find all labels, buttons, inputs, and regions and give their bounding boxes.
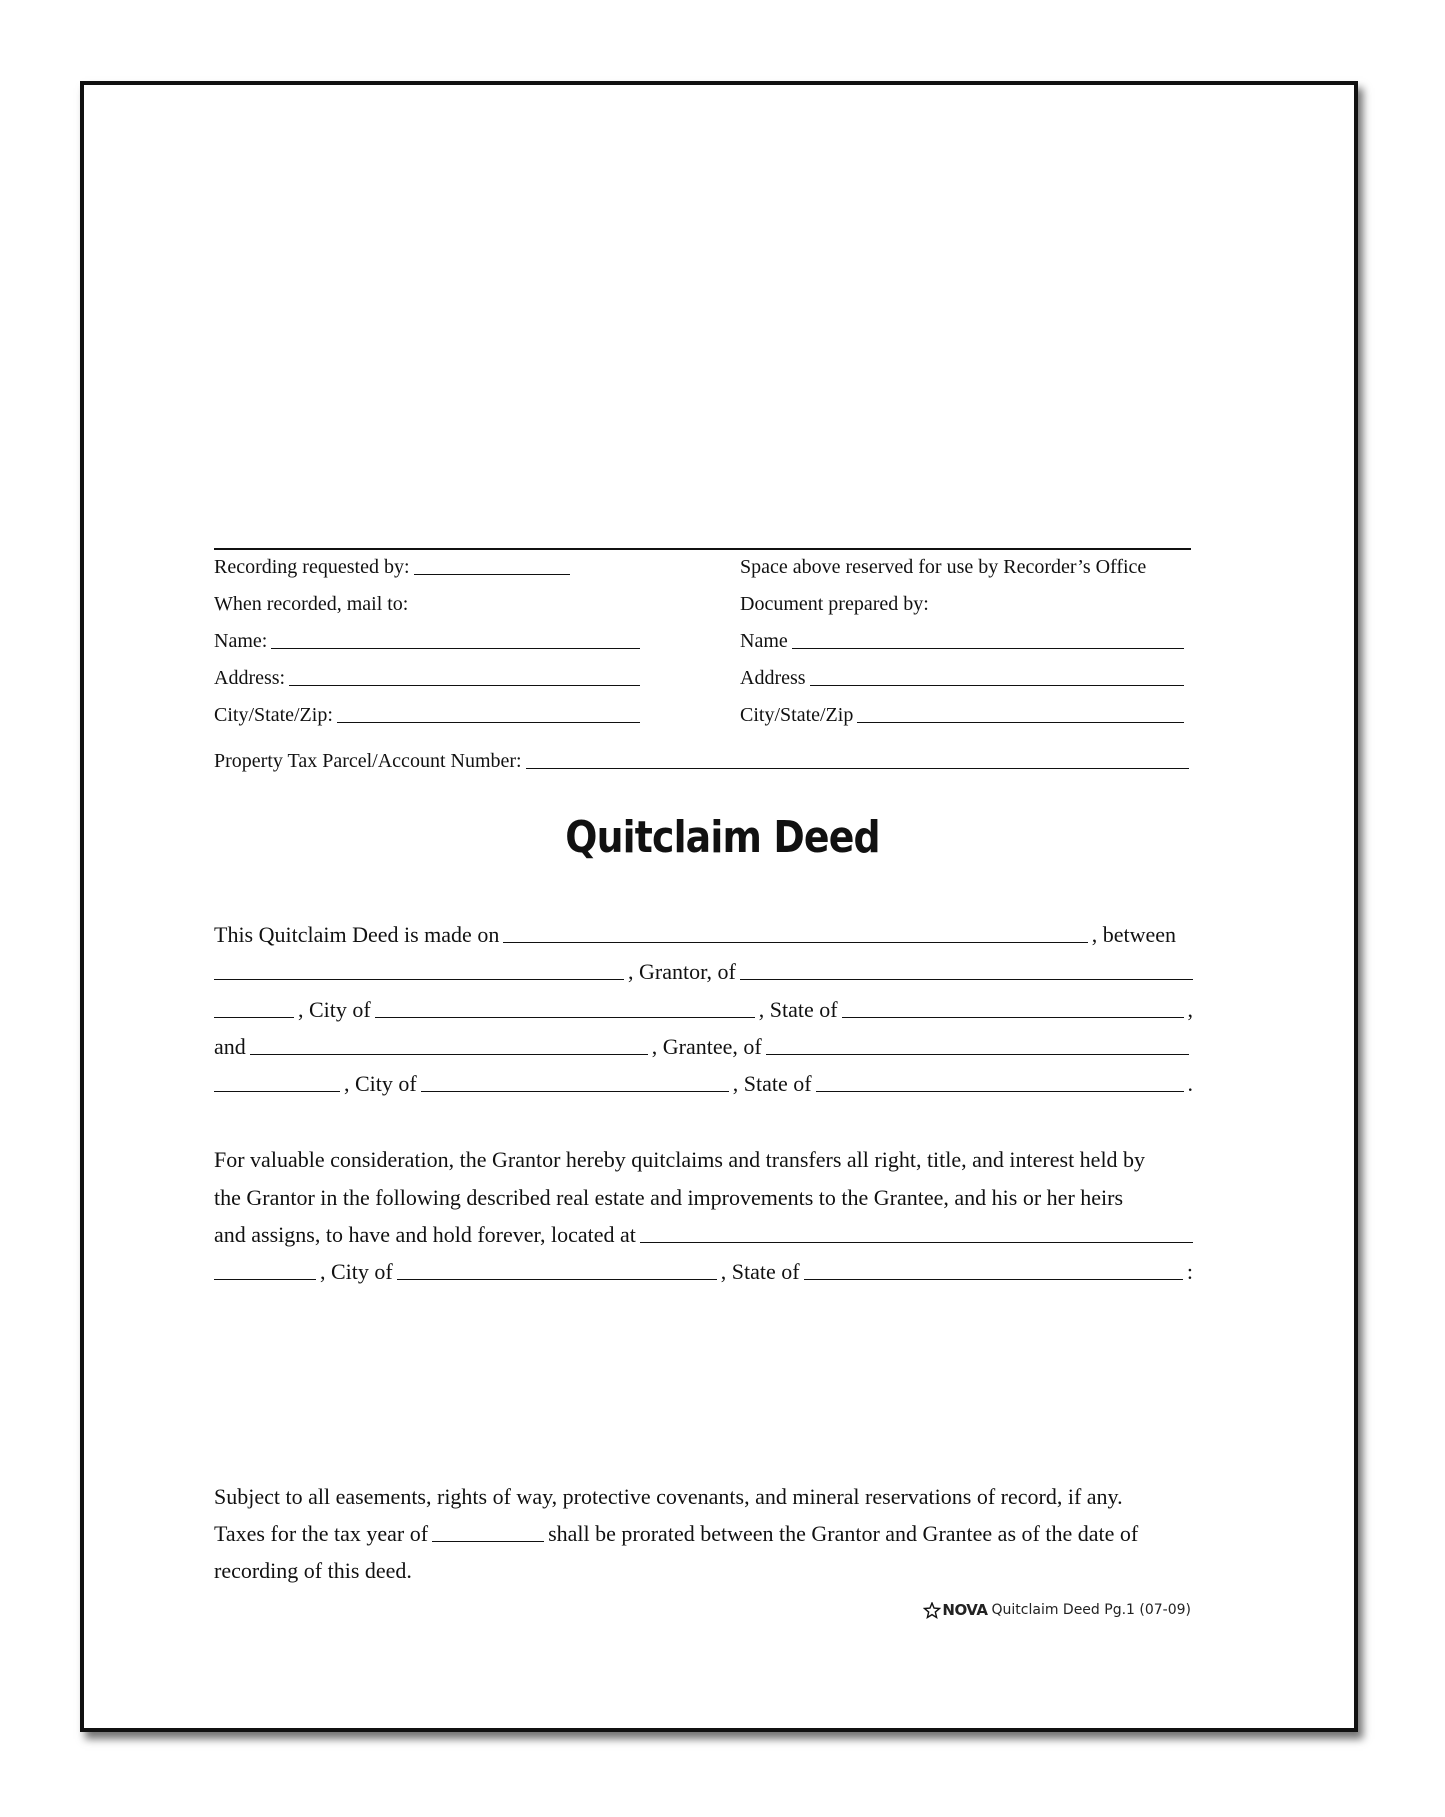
prepared-address-label: Address: [740, 667, 806, 689]
grantor-city-field[interactable]: [375, 1016, 755, 1018]
conveyance-line-1: [214, 1147, 1204, 1173]
prepared-by-row: [740, 591, 1200, 617]
grantee-name-field[interactable]: [250, 1053, 648, 1055]
taxes-row: [214, 1521, 1204, 1547]
space-reserved-note: Space above reserved for use by Recorder’s Office: [740, 556, 1147, 578]
grantor-address-cont-field[interactable]: [214, 1016, 294, 1018]
property-state-field[interactable]: [804, 1278, 1183, 1280]
and-label: and: [214, 1034, 246, 1059]
taxes-prefix-label: Taxes for the tax year of: [214, 1521, 429, 1546]
prepared-name-row: [740, 628, 1188, 654]
conveyance-text-3: and assigns, to have and hold forever, located at: [214, 1222, 636, 1247]
made-on-label: This Quitclaim Deed is made on: [214, 922, 500, 947]
brand-logo-text: NOVA: [942, 1601, 988, 1619]
deed-date-field[interactable]: [503, 941, 1087, 943]
grantor-city-row: [214, 997, 1193, 1023]
grantee-row: [214, 1034, 1189, 1060]
grantor-row: [214, 959, 1193, 985]
conveyance-line-2: [214, 1185, 1204, 1211]
star-icon: [923, 1602, 941, 1619]
recorder-space-divider: [214, 548, 1191, 550]
grantor-state-comma: ,: [1187, 997, 1193, 1022]
recording-requested-label: Recording requested by:: [214, 556, 410, 578]
recording-requested-field[interactable]: [414, 573, 570, 575]
form-label: Quitclaim Deed Pg.1 (07-09): [991, 1602, 1191, 1618]
grantor-address-field[interactable]: [740, 978, 1193, 980]
property-state-colon: :: [1186, 1259, 1193, 1284]
prepared-city-row: [740, 702, 1188, 728]
prepared-name-label: Name: [740, 630, 788, 652]
grantee-state-field[interactable]: [816, 1090, 1184, 1092]
when-recorded-row: [214, 591, 594, 617]
grantee-address-field[interactable]: [766, 1053, 1189, 1055]
prepared-by-label: Document prepared by:: [740, 593, 929, 615]
grantee-city-field[interactable]: [421, 1090, 729, 1092]
mail-city-field[interactable]: [337, 721, 640, 723]
grantor-city-label: , City of: [298, 997, 371, 1022]
grantor-state-field[interactable]: [842, 1016, 1184, 1018]
mail-name-label: Name:: [214, 630, 268, 652]
grantee-state-period: .: [1187, 1071, 1193, 1096]
subject-text-3: recording of this deed.: [214, 1558, 412, 1583]
subject-line-3: [214, 1558, 1204, 1584]
property-location-cont-field[interactable]: [214, 1278, 316, 1280]
prepared-city-label: City/State/Zip: [740, 704, 854, 726]
taxes-suffix-label: shall be prorated between the Grantor and Grantee as of the date of: [548, 1521, 1139, 1546]
grantee-city-row: [214, 1071, 1193, 1097]
subject-text-1: Subject to all easements, rights of way, protective covenants, and mineral reservations of record, if any.: [214, 1484, 1123, 1509]
space-reserved-row: [740, 554, 1200, 580]
mail-name-row: [214, 628, 644, 654]
mail-address-field[interactable]: [289, 684, 640, 686]
parcel-label: Property Tax Parcel/Account Number:: [214, 750, 522, 772]
property-state-label: , State of: [720, 1259, 800, 1284]
mail-city-row: [214, 702, 644, 728]
made-on-row: [214, 922, 1176, 948]
subject-line-1: [214, 1484, 1204, 1510]
property-city-label: , City of: [320, 1259, 393, 1284]
prepared-address-row: [740, 665, 1188, 691]
prepared-city-field[interactable]: [857, 721, 1184, 723]
between-label: , between: [1091, 922, 1176, 947]
grantee-of-label: , Grantee, of: [651, 1034, 762, 1059]
tax-year-field[interactable]: [432, 1540, 544, 1542]
mail-address-label: Address:: [214, 667, 286, 689]
parcel-row: [214, 748, 1193, 774]
prepared-name-field[interactable]: [792, 647, 1184, 649]
grantee-address-cont-field[interactable]: [214, 1090, 340, 1092]
conveyance-line-3: [214, 1222, 1193, 1248]
grantor-name-field[interactable]: [214, 978, 624, 980]
when-recorded-label: When recorded, mail to:: [214, 593, 409, 615]
mail-name-field[interactable]: [271, 647, 640, 649]
grantee-city-label: , City of: [344, 1071, 417, 1096]
property-location-field[interactable]: [640, 1241, 1193, 1243]
recording-requested-row: [214, 554, 594, 580]
page-title: Quitclaim Deed: [565, 812, 880, 863]
grantee-state-label: , State of: [732, 1071, 812, 1096]
form-footer: [918, 1598, 1191, 1622]
mail-address-row: [214, 665, 644, 691]
property-city-row: [214, 1259, 1193, 1285]
conveyance-text-1: For valuable consideration, the Grantor hereby quitclaims and transfers all right, title, and interest held by: [214, 1147, 1146, 1172]
grantor-of-label: , Grantor, of: [628, 959, 736, 984]
property-city-field[interactable]: [397, 1278, 717, 1280]
grantor-state-label: , State of: [758, 997, 838, 1022]
parcel-field[interactable]: [526, 767, 1189, 769]
conveyance-text-2: the Grantor in the following described real estate and improvements to the Grantee, and his or her heirs: [214, 1185, 1124, 1210]
mail-city-label: City/State/Zip:: [214, 704, 333, 726]
prepared-address-field[interactable]: [810, 684, 1184, 686]
